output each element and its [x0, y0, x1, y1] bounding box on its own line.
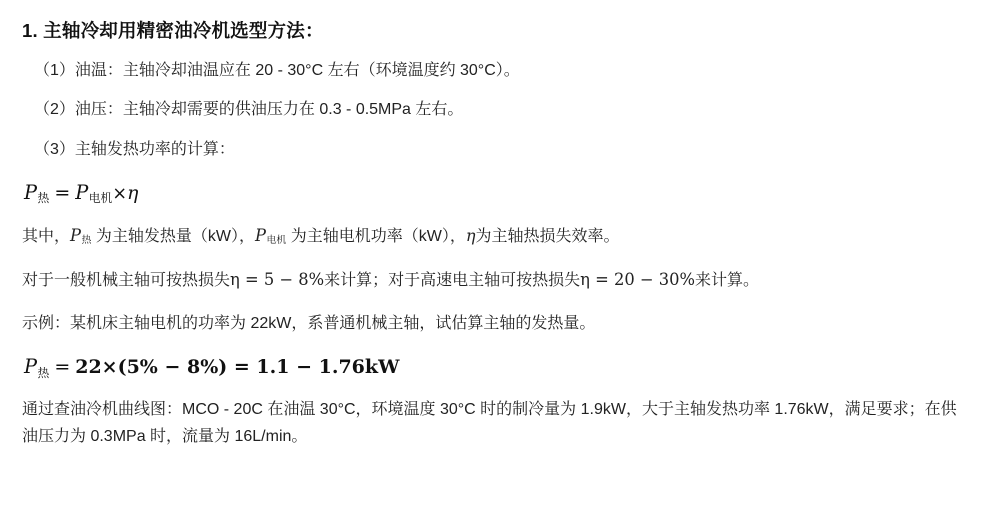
example-formula-subscript: 热 [37, 366, 50, 380]
list-item-text: 油压：主轴冷却需要的供油压力在 0.3 - 0.5MPa 左右。 [74, 101, 464, 119]
formula-rhs-symbol: P [75, 180, 89, 204]
formula-heat-power [24, 181, 960, 204]
list-item-text: 油温：主轴冷却油温应在 20 - 30°C 左右（环境温度约 30°C）。 [74, 61, 520, 79]
list-item [34, 137, 960, 163]
definition-paragraph [22, 222, 960, 250]
p-motor-description: 为主轴电机功率（kW）， [290, 227, 466, 245]
example-paragraph: 示例：某机床主轴电机的功率为 22kW，系普通机械主轴，试估算主轴的发热量。 [22, 315, 596, 333]
loss-rate-prefix-spindle: 对于高速电主轴可按热损失 [388, 271, 581, 289]
eta-description: 为主轴热损失效率。 [475, 227, 620, 245]
example-formula-equals: = [54, 356, 71, 379]
list-item-text: 主轴发热功率的计算： [74, 141, 235, 159]
formula-rhs-subscript: 电机 [88, 191, 113, 205]
formula-lhs-subscript: 热 [37, 191, 50, 205]
p-heat-subscript: 热 [81, 235, 92, 247]
loss-rate-suffix-spindle: 来计算。 [695, 271, 760, 289]
definition-prefix: 其中， [22, 227, 71, 245]
list-item [34, 58, 960, 84]
p-heat-description: 为主轴发热量（kW）， [95, 227, 255, 245]
page-title: 1. 主轴冷却用精密油冷机选型方法： [22, 20, 324, 41]
conclusion-paragraph: 通过查油冷机曲线图：MCO - 20C 在油温 30°C，环境温度 30°C 时的制冷量为 1.9kW，大于主轴发热功率 1.76kW，满足要求；在供油压力为 0.3MPa 时，流量为 16L/min。 [22, 401, 957, 446]
list-item [34, 97, 960, 123]
p-heat-symbol: P [70, 225, 81, 245]
example-formula-symbol: P [24, 355, 38, 379]
p-motor-subscript: 电机 [266, 235, 287, 247]
list-item-number: （2） [34, 101, 75, 119]
formula-eta: η [126, 181, 139, 204]
formula-equals: = [54, 181, 71, 204]
example-formula-expression: 22×(5% − 8%) = 1.1 − 1.76kW [75, 356, 400, 379]
loss-rate-value-mechanical: η = 5 − 8% [230, 269, 325, 289]
loss-rate-value-spindle: η = 20 − 30% [580, 269, 696, 289]
eta-symbol: η [465, 225, 476, 245]
formula-example-calculation [24, 355, 960, 378]
list-item-number: （1） [34, 61, 75, 79]
formula-operator: × [112, 183, 127, 204]
list-item-number: （3） [34, 141, 75, 159]
loss-rate-suffix-mechanical: 来计算； [324, 271, 389, 289]
loss-rate-prefix-mechanical: 对于一般机械主轴可按热损失 [22, 271, 231, 289]
formula-lhs-symbol: P [24, 180, 38, 204]
p-motor-symbol: P [254, 225, 266, 245]
loss-rate-paragraph [22, 266, 960, 294]
